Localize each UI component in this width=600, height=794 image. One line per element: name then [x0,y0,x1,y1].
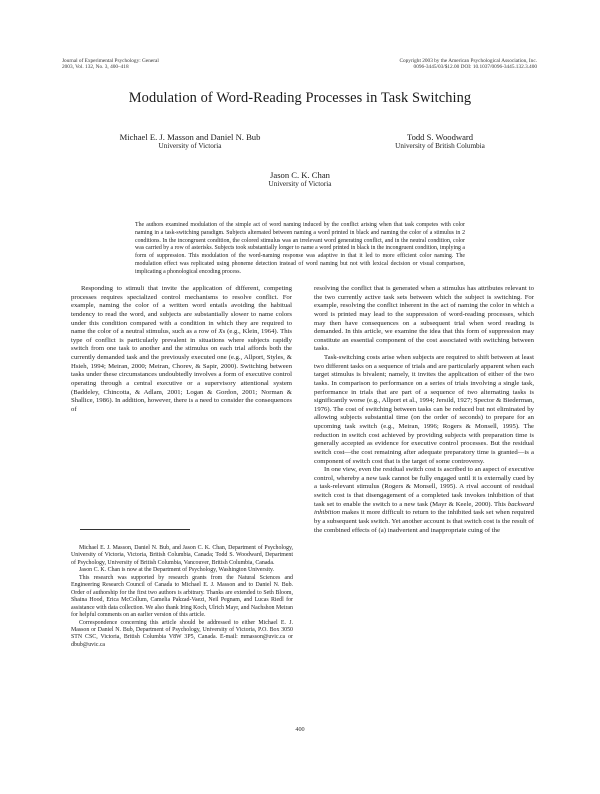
body-paragraph: Task-switching costs arise when subjects are required to shift between at least two different tasks on a sequence of trials and are particularly apparent when each target stimulus is bivalent; namely, it invites the application of either of the two tasks. In comparison to performance on a series of trials involving a single task, performance in trials that are part of a sequence of two alternating tasks is significantly worse (e.g., Allport et al., 1994; Jersild, 1927; Spector & Biederman, 1976). The cost of switching between tasks can be reduced but not eliminated by allowing subjects substantial time (on the order of seconds) to prepare for an upcoming task switch (e.g., Meiran, 1996; Rogers & Monsell, 1995). The reduction in switch cost achieved by providing subjects with preparation time is generally accepted as evidence for executive control processes. But the residual switch cost—the cost remaining after adequate preparatory time is granted—is a component of switch cost that is the target of some controversy. [314,354,534,465]
footnote-current-address: Jason C. K. Chan is now at the Department of Psychology, Washington University. [79,567,274,574]
footnote-affiliations: Michael E. J. Masson, Daniel N. Bub, and Jason C. K. Chan, Department of Psychology, University of Victoria, Victoria, British Columbia, Canada; Todd S. Woodward, Department of Psychology, University of British Columbia, Vancouver, British Columbia, Canada. [71,545,293,566]
copyright-notice: Copyright 2003 by the American Psychological Association, Inc. [399,58,537,64]
footnote-funding: This research was supported by research grants from the Natural Sciences and Engineering Research Council of Canada to Michael E. J. Masson and to Daniel N. Bub. Order of authorship for the first two authors is arbitrary. Thanks are extended to Seth Bloom, Shaina Hood, Erica McCollum, Camelia Pakzad-Vaezi, Neil Pegnam, and Lucas Riedl for assistance with data collection. We also thank Iring Koch, Ulrich Mayr, and Nachshon Meiran for helpful comments on an earlier version of this article. [71,574,293,619]
body-column-left [71,285,292,414]
body-paragraph: In one view, even the residual switch cost is ascribed to an aspect of executive control, whereby a new task cannot be fully engaged until it is externally cued by a task-relevant stimulus (Rogers & Monsell, 1995). A rival account of residual switch cost is that disengagement of a completed task invokes inhibition of that task set to enable the switch to a new task (Mayr & Keele, 2000). This backward inhibition makes it more difficult to return to the inhibited task set when required by a subsequent task switch. Yet another account is that switch cost is the result of the combined effects of (a) inadvertent and inappropriate cuing of the [314,466,534,534]
copyright-header [399,58,537,71]
author-affiliation: University of Victoria [268,180,332,188]
page-number: 400 [295,726,305,733]
author-block-3 [200,170,400,188]
body-column-right [314,285,534,535]
author-affiliation: University of Victoria [158,142,222,150]
journal-volume: 2003, Vol. 132, No. 3, 400–418 [62,64,129,71]
footnote-correspondence: Correspondence concerning this article should be addressed to either Michael E. J. Masson or Daniel N. Bub, Department of Psychology, University of Victoria, P.O. Box 3050 STN CSC, Victoria, British Columbia V8W 3P5, Canada. E-mail: mmasson@uvic.ca or dbub@uvic.ca [71,619,293,648]
body-paragraph: Responding to stimuli that invite the application of different, competing processes requires specialized control mechanisms to resolve conflict. For example, naming the color of a written word entails avoiding the habitual tendency to read the word, and subjects are substantially slower to name colors under this condition compared with a condition in which they are required to name the color of a neutral stimulus, such as a row of Xs (e.g., Klein, 1964). This type of conflict is particularly prevalent in situations where subjects rapidly switch from one task to another and the stimulus on each trial affords both the currently demanded task and the previously executed one (e.g., Allport, Styles, & Hsieh, 1994; Meiran, 2000; Meiran, Chorev, & Sapir, 2000). Switching between tasks under these circumstances undoubtedly involves a form of executive control operating through a central executive or a supervisory attentional system (Baddeley, Chincotta, & Adlam, 2001; Logan & Gordon, 2001; Norman & Shallice, 1986). In addition, however, there is a need to consider the consequences of [71,285,292,413]
journal-header [62,58,159,71]
journal-name: Journal of Experimental Psychology: General [62,58,159,64]
author-block-1 [80,132,300,150]
doi-line: 0096-3445/03/$12.00 DOI: 10.1037/0096-3445.132.3.400 [413,64,537,71]
body-paragraph: resolving the conflict that is generated when a stimulus has attributes relevant to the two currently active task sets between which the subject is switching. For example, resolving the conflict inherent in the act of naming the color in which a word is printed may lead to the suppression of word-reading processes, which may then have consequences on a subsequent trial when word reading is demanded. In this article, we examine the idea that this form of suppression may constitute an essential component of the cost associated with switching between tasks. [314,285,534,353]
article-title: Modulation of Word-Reading Processes in Task Switching [128,90,472,106]
footnote-divider [80,529,190,530]
author-names: Jason C. K. Chan [270,170,330,180]
author-names: Michael E. J. Masson and Daniel N. Bub [119,132,261,142]
author-names: Todd S. Woodward [406,132,474,142]
author-block-2 [345,132,535,150]
abstract: The authors examined modulation of the simple act of word naming induced by the conflict arising when that task competes with color naming in a task-switching paradigm. Subjects alternated between naming a word printed in black and naming the color of a stimulus in 2 conditions. In the incongruent condition, the colored stimulus was an irrelevant word generating conflict, and in the neutral condition, color was carried by a row of asterisks. Subjects took substantially longer to name a word printed in black in the incongruent condition, implying a form of suppression. This modulation of the word-naming response was adaptive in that it led to more efficient color naming. The modulation effect was replicated using phoneme detection instead of word naming but not with lexical decision or visual comparison, implicating a phonological encoding process. [135,222,465,275]
author-affiliation: University of British Columbia [395,142,485,150]
author-note [71,545,293,649]
